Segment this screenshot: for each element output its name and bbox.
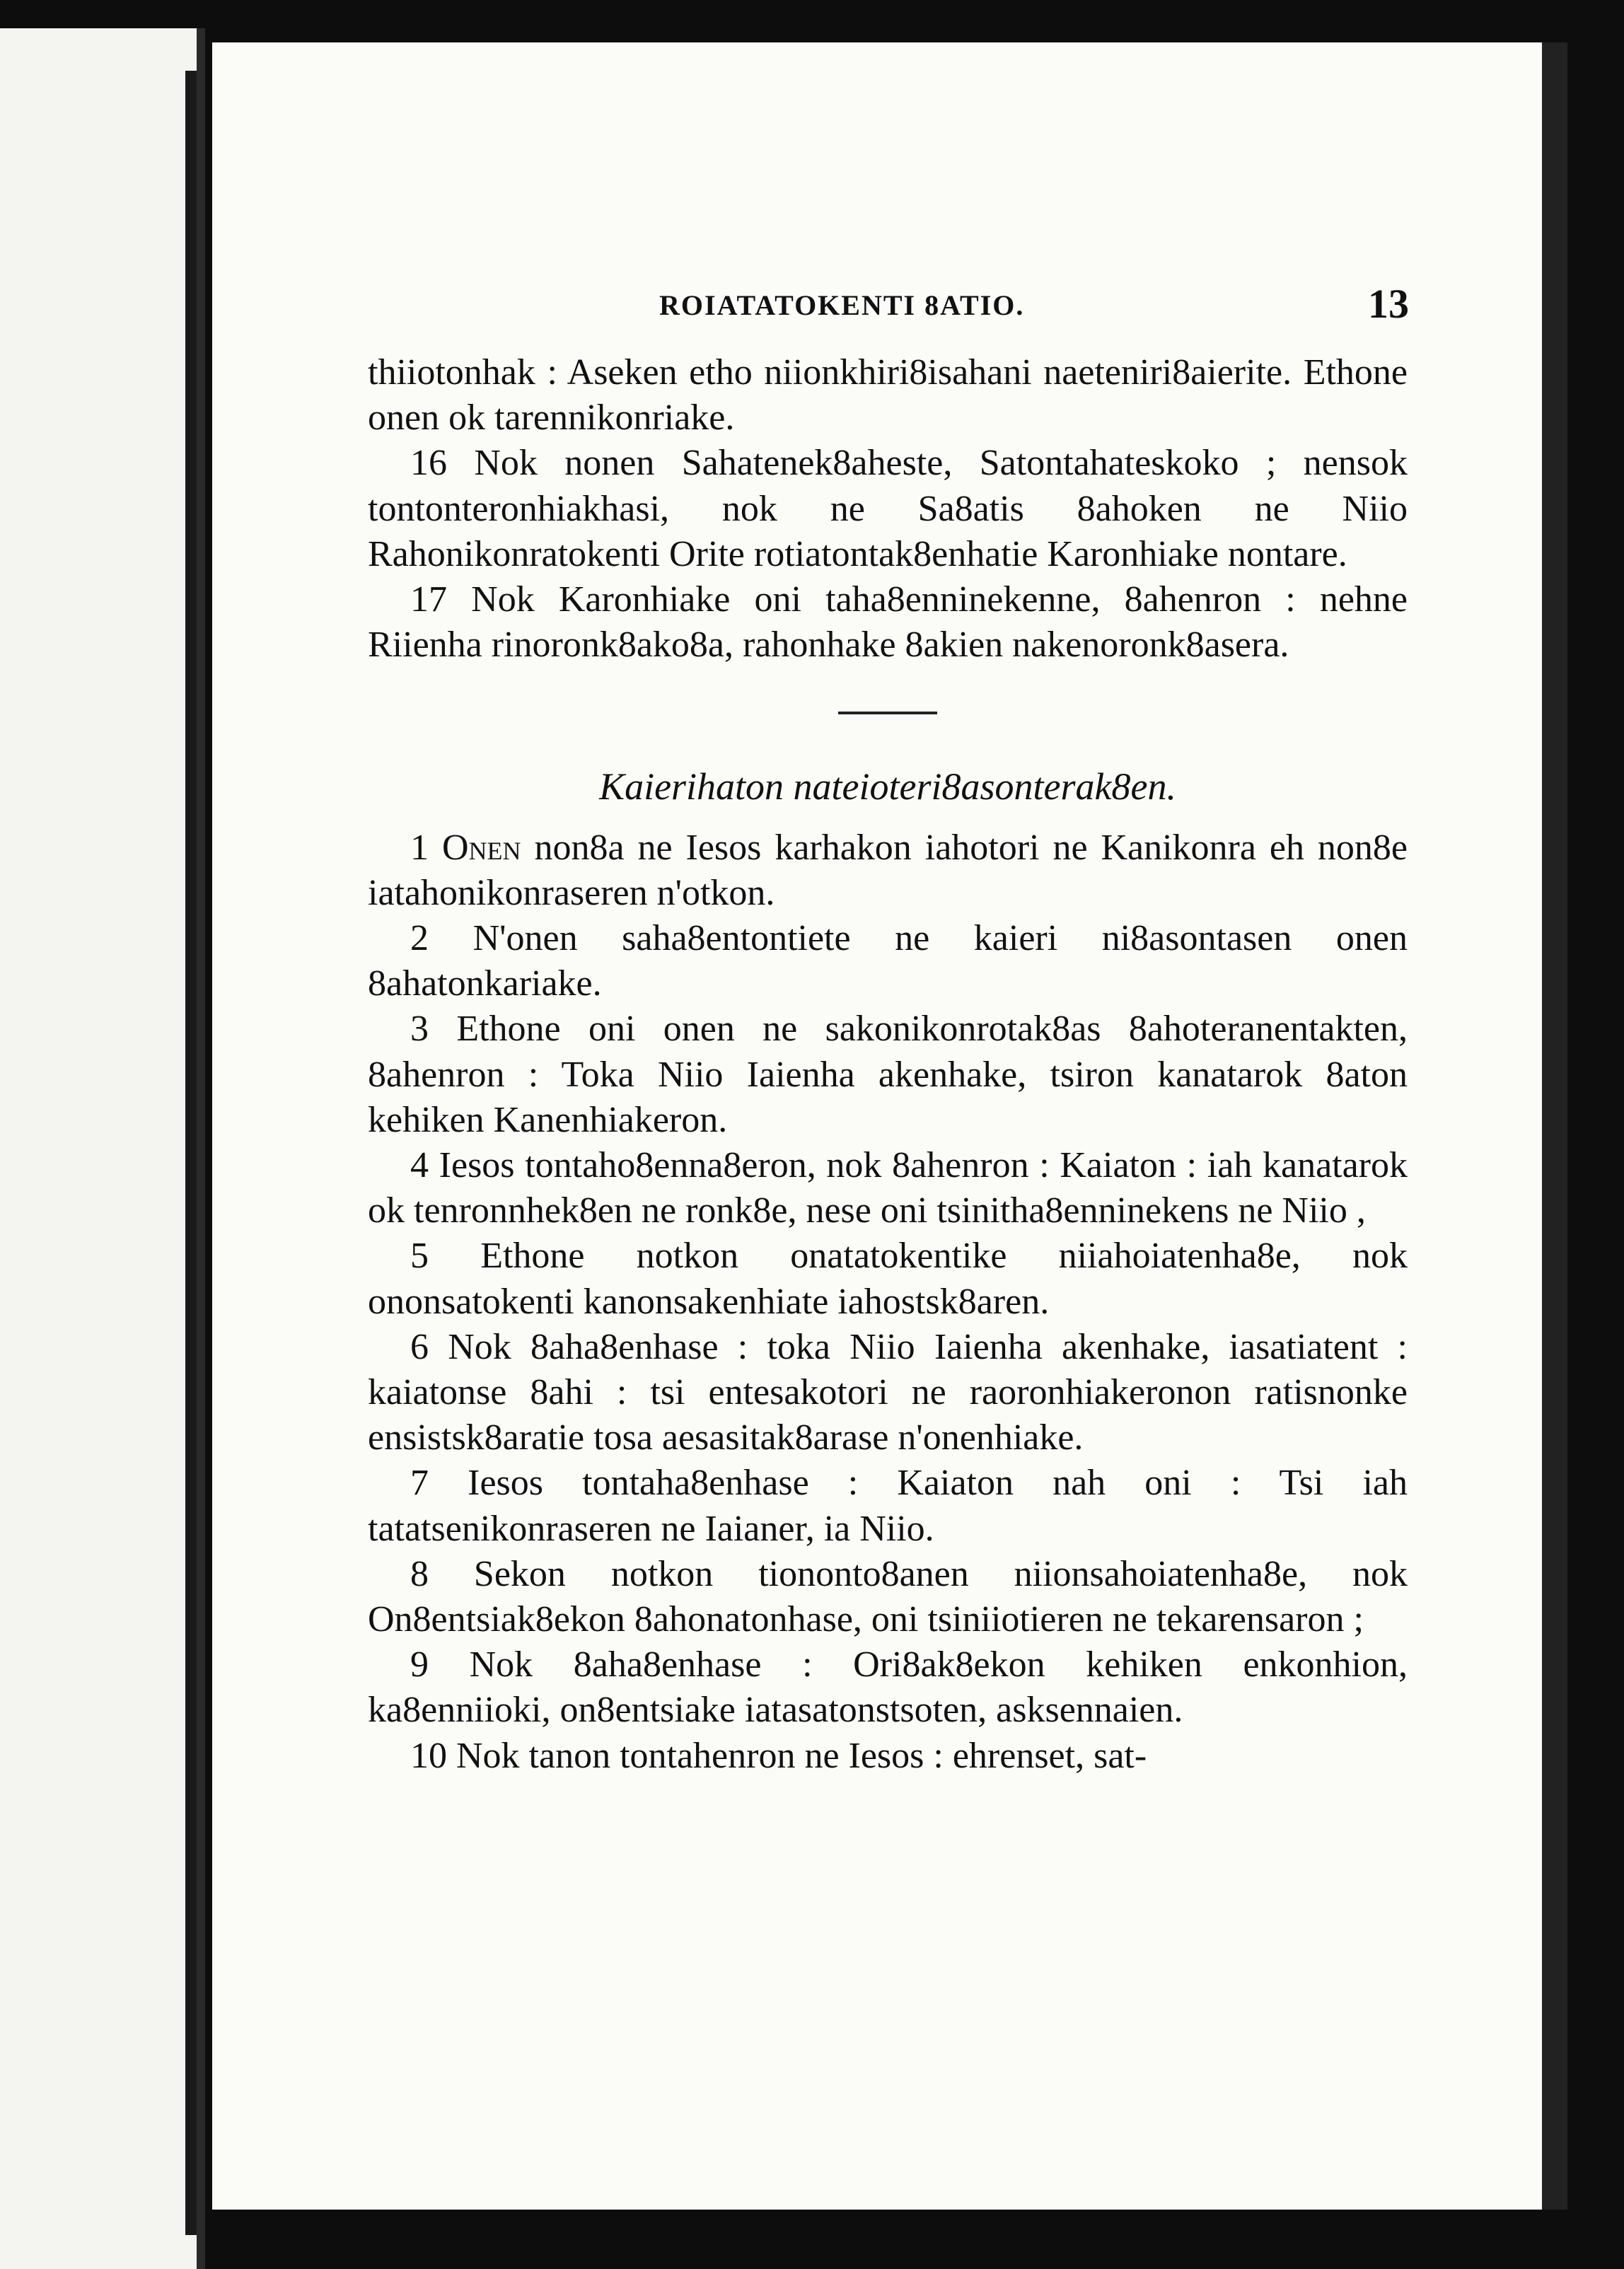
section-divider	[838, 712, 937, 714]
running-head: ROIATATOKENTI 8ATIO.	[659, 289, 1025, 321]
previous-page-sliver	[0, 28, 205, 2269]
paragraph: 17 Nok Karonhiake oni taha8enninekenne, 8ahenron : nehne Riienha rinoronk8ako8a, rahonhake 8akien nakenoronk8asera.	[368, 579, 1408, 666]
page-number: 13	[1368, 281, 1409, 327]
page-body	[368, 350, 1408, 1779]
paragraph: 16 Nok nonen Sahatenek8aheste, Satontahateskoko ; nensok tontonteronhiakhasi, nok ne Sa8atis 8ahoken ne Niio Rahonikonratokenti Orite rotiatontak8enhatie Karonhiake nontare.	[368, 443, 1408, 574]
section-title: Kaierihaton nateioteri8asonterak8en.	[599, 765, 1176, 808]
verse: 10 Nok tanon tontahenron ne Iesos : ehrenset, sat-	[410, 1735, 1147, 1776]
page-header	[447, 276, 1409, 340]
verse: 2 N'onen saha8entontiete ne kaieri ni8asontasen onen 8ahatonkariake.	[368, 918, 1408, 1004]
verse	[368, 825, 1408, 916]
verse: 3 Ethone oni onen ne sakonikonrotak8as 8ahoteranentakten, 8ahenron : Toka Niio Iaienha akenhake, tsiron kanatarok 8aton kehiken Kanenhiakeron.	[368, 1009, 1408, 1140]
verse-text: non8a ne Iesos karhakon iahotori ne Kanikonra eh non8e iatahonikonraseren n'otkon.	[368, 827, 1408, 913]
page-gutter	[197, 28, 205, 2269]
verse: 8 Sekon notkon tiononto8anen niionsahoiatenha8e, nok On8entsiak8ekon 8ahonatonhase, oni tsiniiotieren ne tekarensaron ;	[368, 1553, 1408, 1640]
book-binding	[185, 71, 197, 2235]
verse: 9 Nok 8aha8enhase : Ori8ak8ekon kehiken enkonhion, ka8enniioki, on8entsiake iatasatonstsoten, asksennaien.	[368, 1644, 1408, 1731]
paragraph: thiiotonhak : Aseken etho niionkhiri8isahani naeteniri8aierite. Ethone onen ok tarennikonriake.	[368, 352, 1408, 439]
page-edge	[1542, 42, 1567, 2210]
verse-first-word: Onen	[441, 827, 521, 868]
verse: 5 Ethone notkon onatatokentike niiahoiatenha8e, nok ononsatokenti kanonsakenhiate iahostsk8aren.	[368, 1236, 1408, 1322]
verse: 7 Iesos tontaha8enhase : Kaiaton nah oni : Tsi iah tatatsenikonraseren ne Iaianer, ia Niio.	[368, 1463, 1408, 1549]
verse: 4 Iesos tontaho8enna8eron, nok 8ahenron : Kaiaton : iah kanatarok ok tenronnhek8en ne ronk8e, nese oni tsinitha8enninekens ne Niio ,	[368, 1145, 1408, 1231]
verse: 6 Nok 8aha8enhase : toka Niio Iaienha akenhake, iasatiatent : kaiatonse 8ahi : tsi entesakotori ne raoronhiakeronon ratisnonke ensistsk8aratie tosa aesasitak8arase n'onenhiake.	[368, 1326, 1408, 1458]
verse-number: 1	[410, 827, 429, 868]
